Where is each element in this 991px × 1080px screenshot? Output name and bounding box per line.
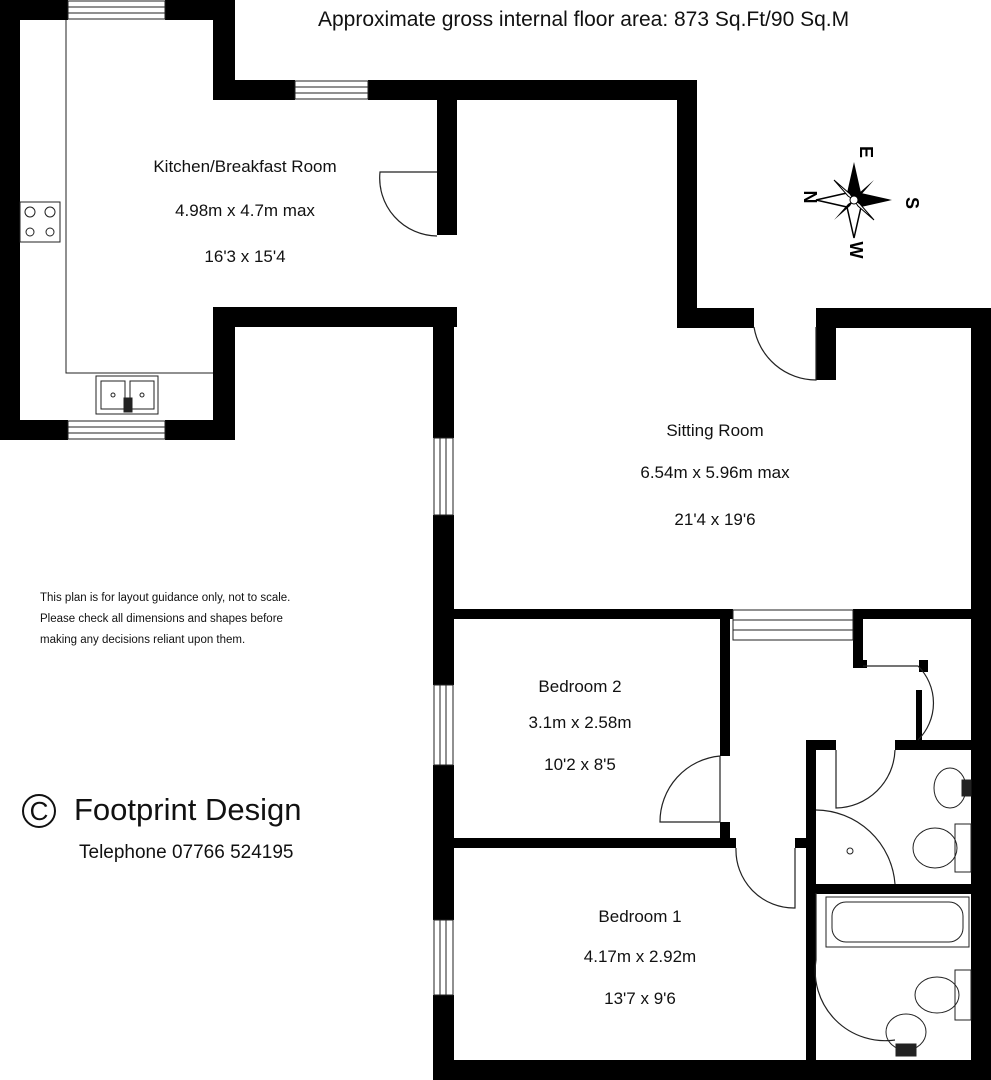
- disclaimer-line-3: making any decisions reliant upon them.: [40, 634, 246, 646]
- disclaimer-line-1: This plan is for layout guidance only, not to scale.: [40, 592, 291, 604]
- sitting-imperial: 21'4 x 19'6: [674, 510, 756, 529]
- room-label-sitting: [560, 422, 870, 532]
- sitting-name: Sitting Room: [666, 421, 764, 440]
- disclaimer-line-2: Please check all dimensions and shapes before: [40, 613, 283, 625]
- bedroom1-imperial: 13'7 x 9'6: [604, 989, 676, 1008]
- compass-rose-icon: [800, 146, 922, 259]
- bedroom2-metric: 3.1m x 2.58m: [528, 713, 632, 732]
- bedroom1-metric: 4.17m x 2.92m: [583, 947, 697, 966]
- bedroom2-imperial: 10'2 x 8'5: [544, 755, 616, 774]
- hob-icon: [20, 202, 60, 242]
- brand-telephone: Telephone 07766 524195: [79, 842, 294, 863]
- brand-name: Footprint Design: [74, 792, 302, 827]
- sitting-metric: 6.54m x 5.96m max: [640, 463, 790, 482]
- compass-w: W: [846, 241, 866, 259]
- room-label-bedroom2: [480, 678, 680, 788]
- room-label-kitchen: [80, 158, 410, 268]
- bedroom2-name: Bedroom 2: [538, 677, 622, 696]
- compass-n: N: [800, 190, 820, 204]
- sink-icon: [96, 376, 158, 414]
- disclaimer: [40, 588, 290, 651]
- bedroom1-name: Bedroom 1: [598, 907, 682, 926]
- room-label-bedroom1: [540, 908, 740, 1018]
- compass-s: S: [902, 196, 922, 210]
- floor-area-title: Approximate gross internal floor area: 873 Sq.Ft/90 Sq.M: [318, 8, 850, 31]
- kitchen-name: Kitchen/Breakfast Room: [153, 157, 337, 176]
- copyright-icon: C: [22, 794, 56, 828]
- compass-e: E: [856, 145, 876, 159]
- kitchen-imperial: 16'3 x 15'4: [204, 247, 286, 266]
- kitchen-metric: 4.98m x 4.7m max: [175, 201, 315, 220]
- bathroom-fixtures: [826, 768, 971, 1056]
